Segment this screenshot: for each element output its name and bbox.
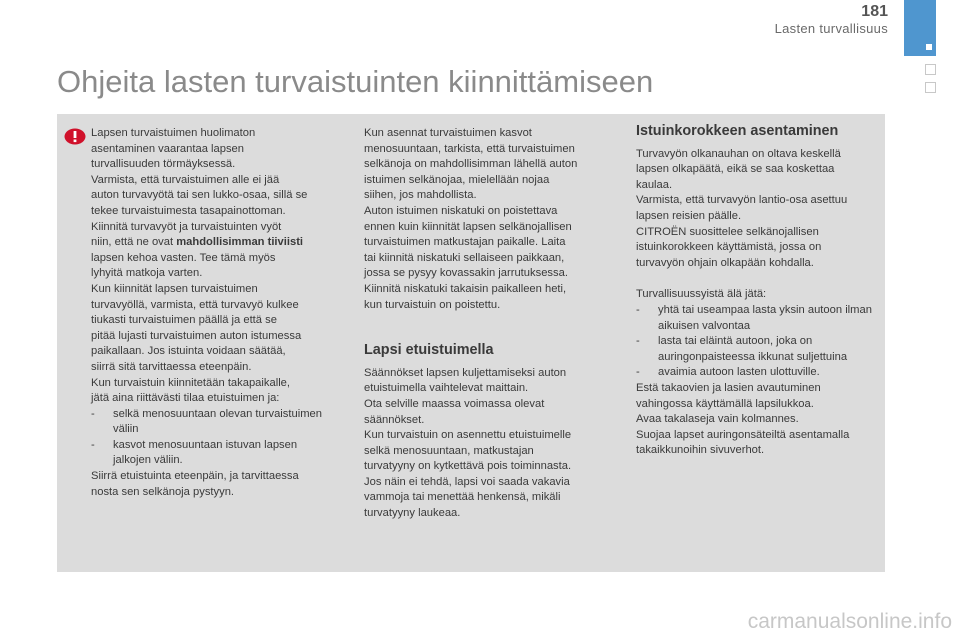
- text-line: turvaistuimen matkustajan paikalle. Laita: [364, 236, 566, 249]
- text-line: selkänoja on mahdollisimman lähellä auton: [364, 158, 578, 171]
- list-text: lasta tai eläintä autoon, joka on auringonpaisteessa ikkunat suljettuina: [658, 335, 848, 363]
- text-line: asentaminen vaarantaa lapsen: [91, 142, 245, 155]
- text-line: jossa se pysyy kovassakin jarrutuksessa.: [364, 267, 568, 280]
- text-line: lapsen reisien päälle.: [636, 209, 742, 222]
- list-item: [636, 365, 881, 381]
- list-text: selkä menosuuntaan olevan turvaistuimen väliin: [113, 407, 322, 436]
- text-line: selkä menosuuntaan, matkustajan: [364, 444, 534, 457]
- list-item: [91, 438, 336, 469]
- text-line: Säännökset lapsen kuljettamiseksi auton: [364, 366, 567, 379]
- list-item: [636, 303, 881, 334]
- list-dash: -: [636, 303, 640, 316]
- text-line: takaikkunoihin sivuverhot.: [636, 444, 765, 457]
- text-line: lyhyitä matkoja varten.: [91, 267, 203, 280]
- text-line: lapsen olkapäätä, eikä se saa koskettaa: [636, 163, 835, 176]
- list-text: kasvot menosuuntaan istuvan lapsen jalkojen väliin.: [113, 438, 298, 467]
- text-line: Avaa takalaseja vain kolmannes.: [636, 413, 799, 426]
- text-line: vammoja tai menettää henkensä, mikäli: [364, 491, 561, 504]
- chapter-tab[interactable]: [925, 64, 936, 75]
- text-line: Varmista, että turvavyön lantio-osa asettuu: [636, 194, 848, 207]
- list-dash: -: [91, 407, 95, 420]
- text-line: lapsen kehoa vasten. Tee tämä myös: [91, 251, 276, 264]
- text-line: turvatyyny laukeaa.: [364, 507, 461, 520]
- text-line: Kun asennat turvaistuimen kasvot: [364, 127, 532, 139]
- text-line: Turvavyön olkanauhan on oltava keskellä: [636, 147, 841, 160]
- text-line-emphasis: [91, 235, 336, 251]
- text-line: tai kiinnitä niskatuki sellaiseen paikkaan,: [364, 251, 565, 264]
- text-line: turvallisuuden törmäyksessä.: [91, 158, 236, 171]
- column-right: [636, 124, 881, 459]
- page-number: 181: [861, 3, 888, 20]
- text-line: tekee turvaistuimesta tasapainottoman.: [91, 204, 286, 217]
- section-heading: Lapsi etuistuimella: [364, 342, 494, 359]
- text-line: kaulaa.: [636, 178, 673, 191]
- text-line: Turvallisuussyistä älä jätä:: [636, 288, 767, 301]
- text-line: pitää lujasti turvaistuimen auton istumessa: [91, 329, 302, 342]
- text-line: CITROËN suosittelee selkänojallisen: [636, 225, 819, 238]
- text-line: turvatyyny on kytkettävä pois toiminnasta.: [364, 460, 572, 473]
- text-line: istuinkorokkeen käyttämistä, jossa on: [636, 241, 822, 254]
- text-line: Kiinnitä niskatuki takaisin paikalleen heti,: [364, 282, 567, 295]
- list-item: [91, 407, 336, 438]
- text-line: Ota selville maassa voimassa olevat: [364, 397, 545, 410]
- text-line: tiukasti turvaistuimen päällä ja että se: [91, 314, 277, 327]
- text-line: vahingossa käyttämällä lapsilukkoa.: [636, 397, 814, 410]
- chapter-tab[interactable]: [925, 82, 936, 93]
- column-warning: [91, 126, 336, 500]
- text-line: säännökset.: [364, 413, 425, 426]
- text-line: Jos näin ei tehdä, lapsi voi saada vakavia: [364, 475, 570, 488]
- emphasis-text: mahdollisimman tiiviisti: [176, 236, 304, 249]
- text-line: kun turvaistuin on poistettu.: [364, 298, 501, 311]
- text-line: Estä takaovien ja lasien avautuminen: [636, 381, 821, 394]
- list-dash: -: [91, 438, 95, 451]
- text-line: turvavyöllä, varmista, että turvavyö kulkee: [91, 298, 299, 311]
- text-line: Auton istuimen niskatuki on poistettava: [364, 204, 558, 217]
- text-line: nosta sen selkänoja pystyyn.: [91, 485, 235, 498]
- text-line: jätä aina riittävästi tilaa etuistuimen ja:: [91, 392, 280, 405]
- list-dash: -: [636, 335, 640, 348]
- text-line: Kun turvaistuin on asennettu etuistuimelle: [364, 429, 572, 442]
- page-title: Ohjeita lasten turvaistuinten kiinnittämiseen: [57, 64, 654, 99]
- text-line: siirrä sitä tarvittaessa eteenpäin.: [91, 360, 252, 373]
- text-line: paikallaan. Jos istuinta voidaan säätää,: [91, 345, 286, 358]
- list-text: yhtä tai useampaa lasta yksin autoon ilman aikuisen valvontaa: [658, 303, 872, 332]
- warning-icon: [64, 128, 86, 145]
- watermark: carmanualsonline.info: [747, 610, 952, 633]
- text-line: Lapsen turvaistuimen huolimaton: [91, 127, 256, 139]
- tab-marker: [926, 44, 932, 50]
- text-line: Kun turvaistuin kiinnitetään takapaikalle,: [91, 376, 291, 389]
- text-line: Varmista, että turvaistuimen alle ei jää: [91, 173, 280, 186]
- text-line: istuimen selkänojaa, mielellään nojaa: [364, 173, 550, 186]
- text-fragment: niin, että ne ovat: [91, 236, 177, 249]
- text-line: auton turvavyötä tai sen lukko-osaa, sillä se: [91, 189, 308, 202]
- column-middle: [364, 126, 614, 522]
- text-line: Siirrä etuistuinta eteenpäin, ja tarvittaessa: [91, 470, 299, 483]
- text-line: turvavyön ohjain olkapään kohdalla.: [636, 256, 814, 269]
- section-name: Lasten turvallisuus: [774, 21, 888, 36]
- list-dash: -: [636, 366, 640, 379]
- chapter-tab-active[interactable]: [904, 0, 936, 56]
- text-line: Suojaa lapset auringonsäteiltä asentamalla: [636, 428, 850, 441]
- text-line: siihen, jos mahdollista.: [364, 189, 477, 202]
- section-heading: Istuinkorokkeen asentaminen: [636, 123, 839, 139]
- text-line: Kun kiinnität lapsen turvaistuimen: [91, 282, 258, 295]
- text-line: Kiinnitä turvavyöt ja turvaistuinten vyöt: [91, 220, 282, 233]
- text-line: menosuuntaan, tarkista, että turvaistuimen: [364, 142, 575, 155]
- list-text: avaimia autoon lasten ulottuville.: [658, 366, 820, 379]
- text-line: ennen kuin kiinnität lapsen selkänojallisen: [364, 220, 572, 233]
- text-line: etuistuimella vaihtelevat maittain.: [364, 382, 529, 395]
- list-item: [636, 334, 881, 365]
